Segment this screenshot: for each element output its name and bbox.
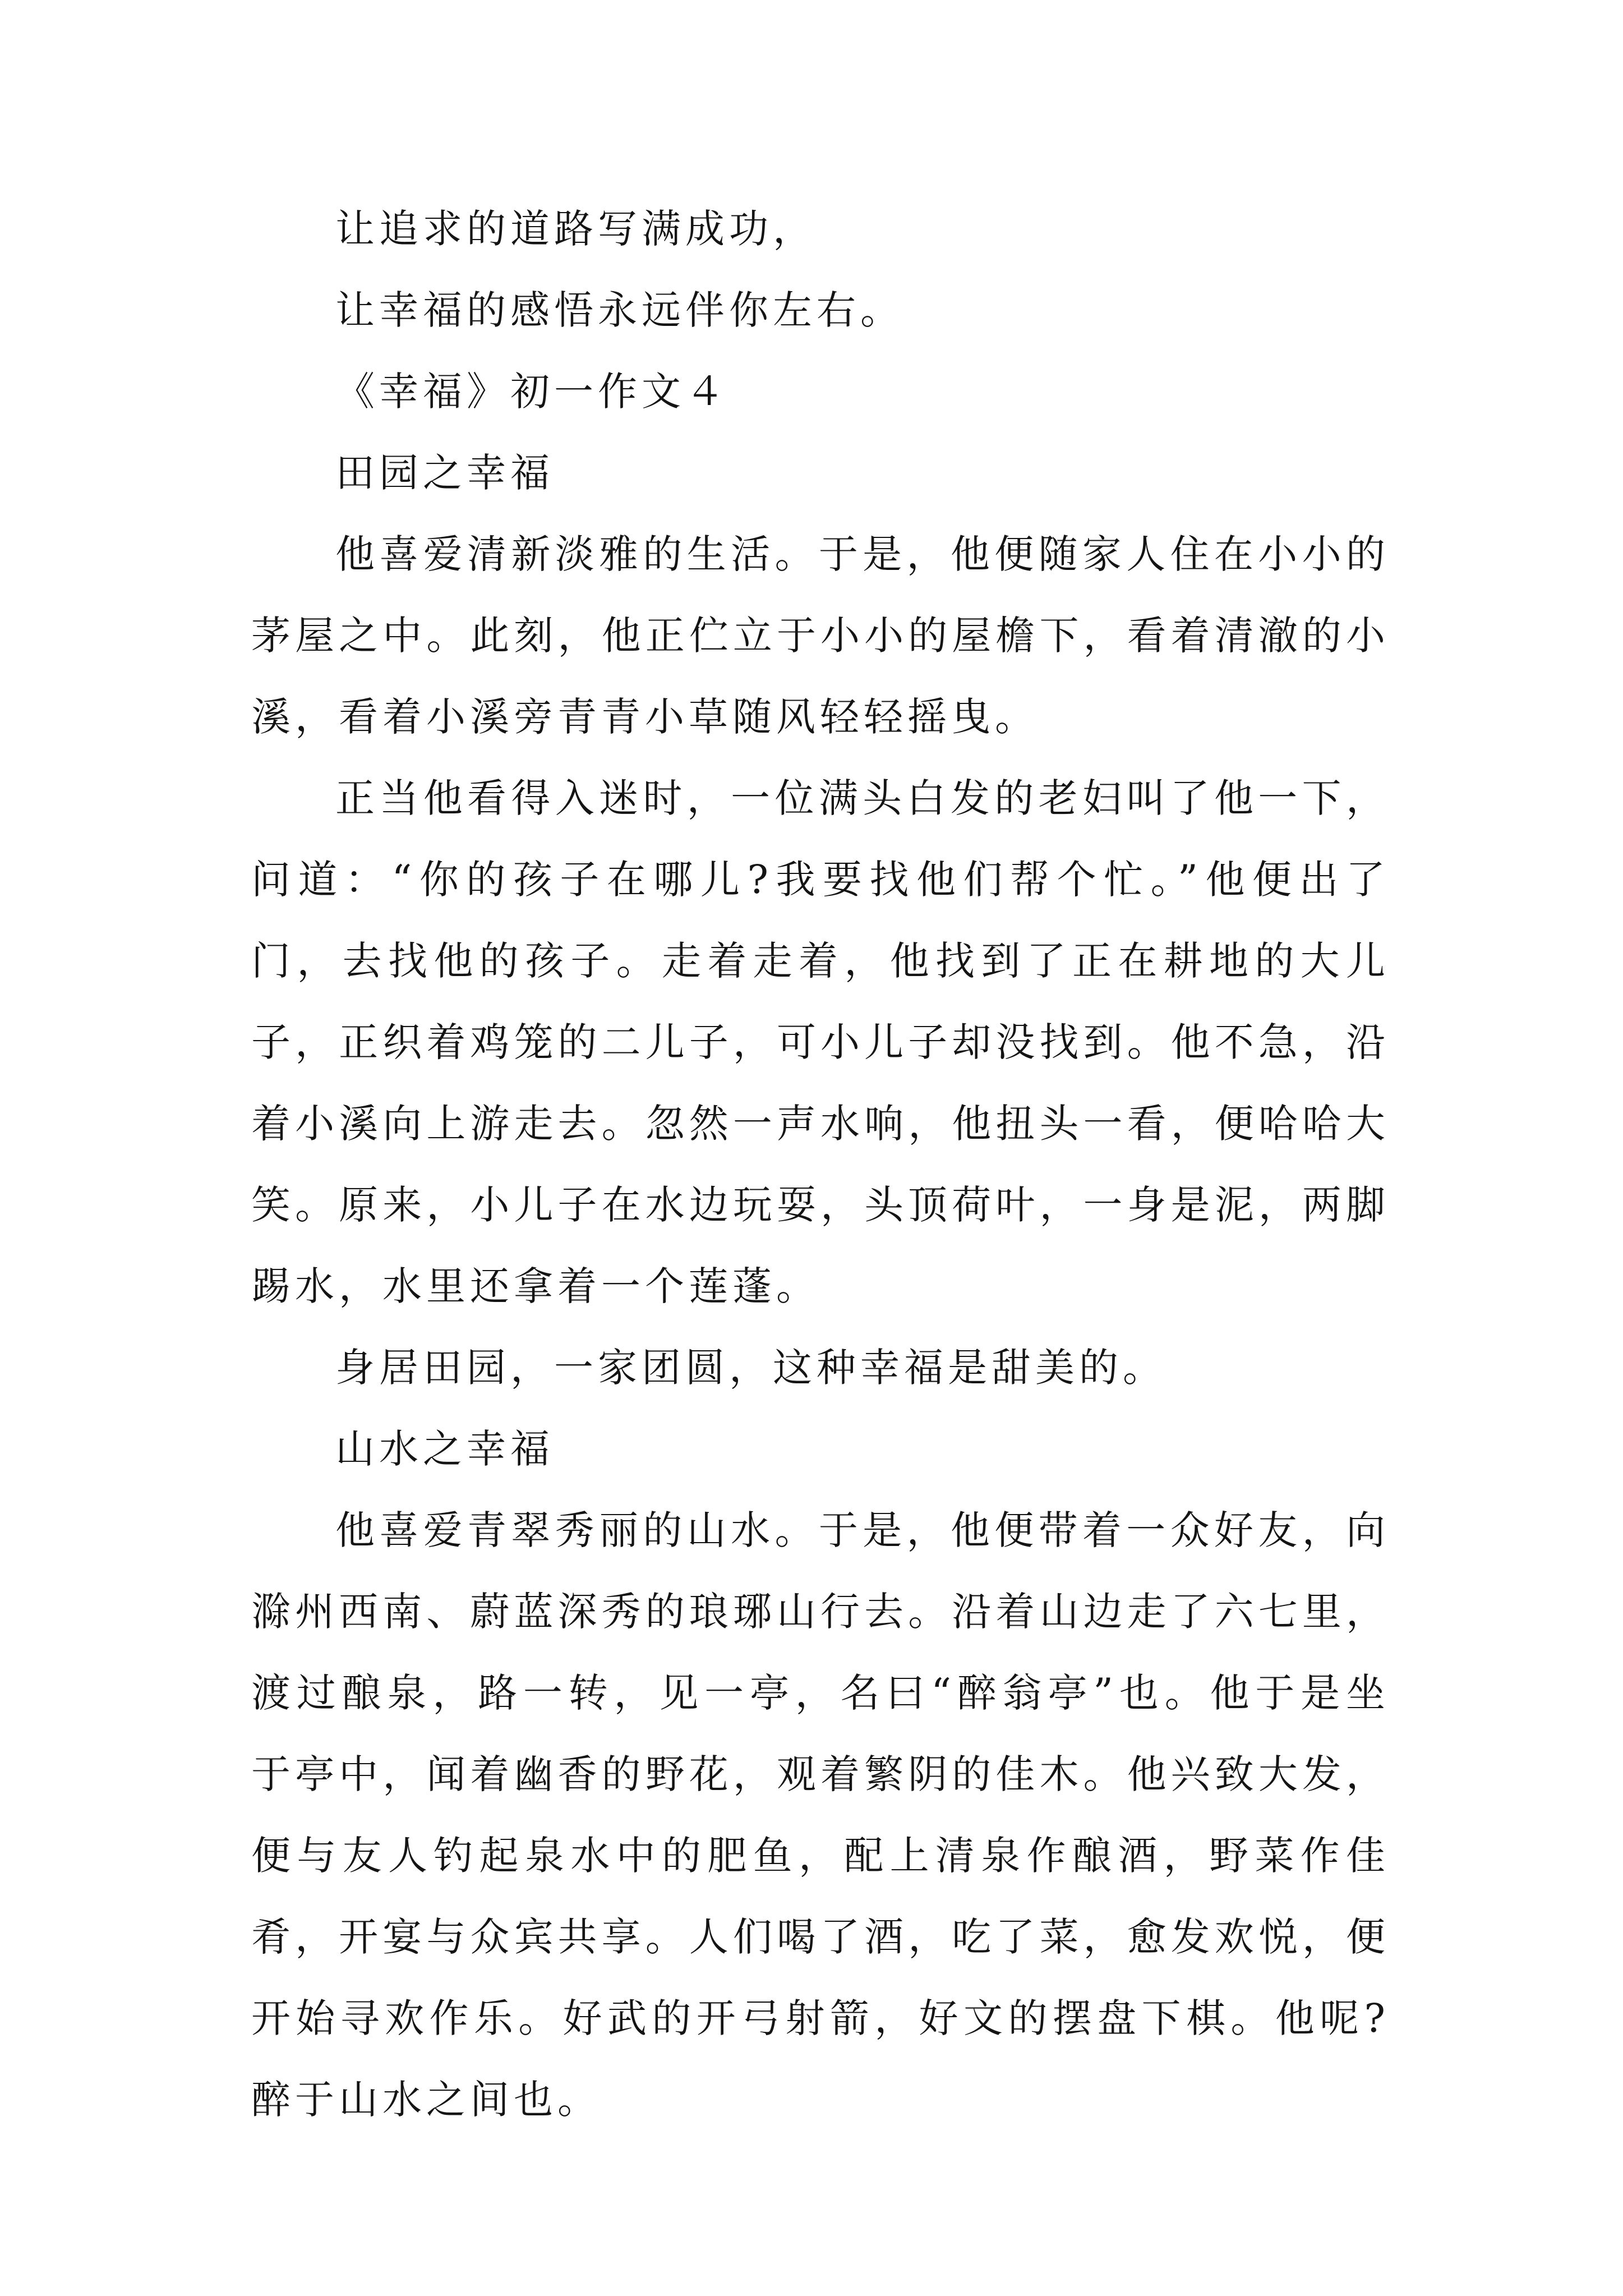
- section-heading-pastoral: 田园之幸福: [335, 450, 554, 496]
- essay-title: 《幸福》初一作文４: [335, 369, 729, 415]
- paragraph-pastoral-summary: 身居田园，一家团圆，这种幸福是甜美的。: [335, 1345, 1166, 1391]
- document-body: [251, 188, 1390, 2141]
- paragraph-line-1: 让追求的道路写满成功，: [335, 206, 817, 252]
- paragraph-line-2: 让幸福的感悟永远伴你左右。: [335, 287, 904, 333]
- paragraph-pastoral-1: 他喜爱清新淡雅的生活。于是，他便随家人住在小小的茅屋之中。此刻，他正伫立于小小的屋檐下，看着清澈的小溪，看着小溪旁青青小草随风轻轻摇曳。: [251, 531, 1390, 740]
- paragraph-landscape-1: 他喜爱青翠秀丽的山水。于是，他便带着一众好友，向滁州西南、蔚蓝深秀的琅琊山行去。沿着山边走了六七里，渡过酿泉，路一转，见一亭，名曰“醉翁亭”也。他于是坐于亭中，闻着幽香的野花，观着繁阴的佳木。他兴致大发，便与友人钓起泉水中的肥鱼，配上清泉作酿酒，野菜作佳肴，开宴与众宾共享。人们喝了酒，吃了菜，愈发欢悦，便开始寻欢作乐。好武的开弓射箭，好文的摆盘下棋。他呢?醉于山水之间也。: [251, 1507, 1390, 2123]
- section-heading-landscape: 山水之幸福: [335, 1426, 554, 1472]
- paragraph-pastoral-2: 正当他看得入迷时，一位满头白发的老妇叫了他一下，问道：“你的孩子在哪儿?我要找他们帮个忙。”他便出了门，去找他的孩子。走着走着，他找到了正在耕地的大儿子，正织着鸡笼的二儿子，可小儿子却没找到。他不急，沿着小溪向上游走去。忽然一声水响，他扭头一看，便哈哈大笑。原来，小儿子在水边玩耍，头顶荷叶，一身是泥，两脚踢水，水里还拿着一个莲蓬。: [251, 775, 1390, 1309]
